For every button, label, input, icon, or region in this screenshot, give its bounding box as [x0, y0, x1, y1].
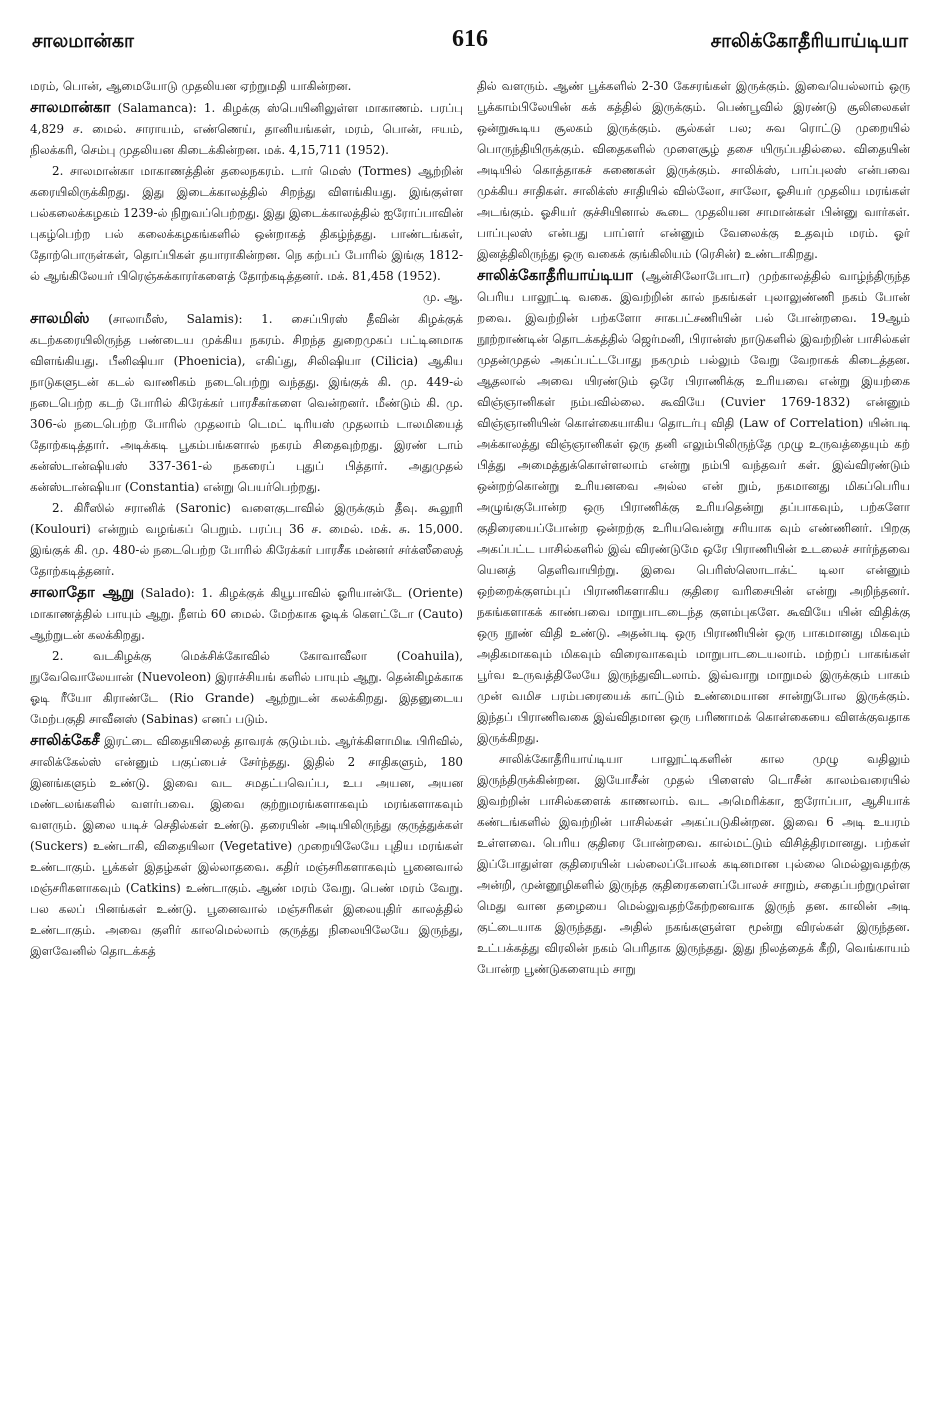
entry-title: சாலிக்கோதீரியாய்டியா — [477, 266, 633, 284]
paragraph-text: (சாலாமீஸ், Salamis): 1. சைப்பிரஸ் தீவின் கிழக்குக் கடற்கரையிலிருந்த பண்டைய முக்கிய நகரம். சிறந்த துறைமுகப் பட்டினமாக விளங்கியது. பீனிஷியா (Phoenicia), எகிப்து, சிலிஷியா (Cilicia) ஆகிய நாடுகளுடன் கடல் வாணிகம் நடைபெற்று வந்தது. இங்குக் கி. மு. 449-ல் நடைபெற்ற கடற் போரில் கிரேக்கர் பாரசீகர்களை வென்றனர். மீண்டும் கி. மு. 306-ல் நடைபெற்ற போரில் முதலாம் டெமட் டிரியஸ் முதலாம் டாலமியைத் தோற்கடித்தார். அடிக்கடி பூகம்பங்களால் நகரம் சிதைவுற்றது. இரண் டாம் கன்ஸ்டான்ஷியஸ் 337-361-ல் நகரைப் புதுப் பித்தார். அதுமுதல் கன்ஸ்டான்ஷியா (Constantia) என்று பெயர்பெற்றது. — [30, 312, 463, 494]
paragraph — [477, 749, 910, 980]
page-header — [30, 26, 910, 66]
left-column — [30, 76, 463, 1396]
paragraph — [30, 498, 463, 582]
paragraph-text: (Salamanca): 1. கிழக்கு ஸ்பெயினிலுள்ள மாகாணம். பரப்பு 4,829 ச. மைல். சாராயம், எண்ணெய், தானியங்கள், மரம், பொன், ஈயம், நிலக்கரி, செம்பு முதலியன கிடைக்கின்றன. மக். 4,15,711 (1952). — [30, 101, 463, 157]
paragraph — [30, 308, 463, 498]
entry-title: சாலிக்கேசீ — [30, 731, 100, 749]
paragraph-text: சாலிக்கோதீரியாய்டியா பாலூட்டிகளின் கால முழு வதிலும் இருந்திருக்கின்றன. இயோசீன் முதல் பிளைஸ் டொசீன் காலம்வரையில் இவற்றின் பாசில்களைக் காணலாம். வட அமெரிக்கா, ஐரோப்பா, ஆசியாக் கண்டங்களில் இவற்றின் பாசில்கள் அகப்படுகின்றன. இவை 6 அடி உயரம் உள்ளவை. பெரிய குதிரை போன்றவை. கால்மட்டும் விசித்திரமானது. பற்கள் இப்போதுள்ள குதிரையின் பல்லைப்போலக் கடினமான புல்லை மெல்லுவதற்கு அன்றி, முன்னூழிகளில் இருந்த குதிரைகளைப்போலச் சாறும், சதைப்பற்றுமுள்ள மெது வான தழையை மெல்லுவதற்கேற்றனவாக இருந் தன. காலின் அடி குட்டையாக இருந்தது. அதில் நகங்களுள்ள மூன்று விரல்கள் இருந்தன. உட்பக்கத்து விரலின் நகம் பெரிதாக இருந்தது. இது நிலத்தைக் கீறி, வெங்காயம் போன்ற பூண்டுகளையும் சாறு — [477, 752, 910, 976]
paragraph-text: (ஆன்சிலோபோடா) முற்காலத்தில் வாழ்ந்திருந்த பெரிய பாலூட்டி வகை. இவற்றின் கால் நகங்கள் புலாலுண்ணி நகம் போன் றவை. இவற்றின் பற்களோ சாகபட்சணியின் பல் போன்றவை. 19ஆம் நூற்றாண்டின் தொடக்கத்தில் ஜெர்மனி, பிரான்ஸ் நாடுகளில் இவற்றின் பாசில்கள் முதன்முதல் அகப்பட்டபோது நகமும் பல்லும் வேறு வேறாகக் கிடைத்தன. ஆதலால் அவை யிரண்டும் ஒரே பிராணிக்கு உரியவை என்று இயற்கை விஞ்ஞானிகள் நம்பவில்லை. கூவியே (Cuvier 1769-1832) என்னும் விஞ்ஞானியின் கொள்கையாகிய தொடர்பு விதி (Law of Correlation) யின்படி அக்காலத்து விஞ்ஞானிகள் ஒரு தனி எலும்பிலிருந்தே முழு உருவத்தையும் கற் பித்து அமைத்துக்கொள்ளலாம் என்று நம்பி வந்தவர் கள். இவ்விரண்டும் ஒன்றற்கொன்று உரியனவை அல்ல என் றும், நகமானது மிகப்பெரிய அழுங்குபோன்ற ஒரு பிராணிக்கு உரியதென்று தப்பாகவும், பற்களோ குதிரையைப்போன்ற ஒன்றற்கு உரியவென்று சரியாக வும் எண்ணினர். பிறகு அகப்பட்ட பாசில்களில் இவ் விரண்டுமே ஒரே பிராணியின் உடலைச் சார்ந்தவை யெனத் தெளிவாயிற்று. இவை பெரிஸ்ஸொடாக்ட் டிலா என்னும் ஒற்றைக்குளம்புப் பிராணிகளாகிய குதிரை வரிசையின் என்று அறிந்தனர். நகங்களாகக் காண்பவை மாறுபாடடைந்த குளம்புகளே. கூவியே யின் விதிக்கு ஒரு நூண் விதி உண்டு. அதன்படி ஒரு பிராணியின் ஒரு பாகமானது மிகவும் அதிகமாகவும் மிகவும் விரைவாகவும் மாறுபாடடையலாம். மற்றப் பாகங்கள் பூர்வ உருவத்திலேயே இருந்துவிடலாம். இவ்வாறு மாறுமல் இருக்கும் பாகம் முன் வமிச பரம்பரையைக் காட்டும் உண்மையான சான்றுபோல இருக்கும். இந்தப் பிராணிவகை இவ்விதமான ஒரு பரிணாமக் கொள்கையை விளக்குவதாக இருக்கிறது. — [477, 269, 910, 745]
entry-title: சாலமான்கா — [30, 98, 111, 116]
entry-title: சாலமிஸ் — [30, 309, 90, 327]
page-number: 616 — [452, 26, 488, 52]
paragraph-text: 2. கிரீஸில் சரானிக் (Saronic) வளைகுடாவில் இருக்கும் தீவு. கூலூரி (Koulouri) என்றும் வழங்கப் பெறும். பரப்பு 36 ச. மைல். மக். சு. 15,000. இங்குக் கி. மு. 480-ல் நடைபெற்ற போரில் கிரேக்கர் பாரசீக மன்னர் சர்க்ஸீஸைத் தோற்கடித்தனர். — [30, 501, 463, 578]
paragraph-text: இரட்டை விதையிலைத் தாவரக் குடும்பம். ஆர்க்கிளாமிடீ பிரிவில், சாலிக்கேல்ஸ் என்னும் பகுப்பைச் சேர்ந்தது. இதில் 2 சாதிகளும், 180 இனங்களும் உண்டு. இவை வட சமதட்பவெப்ப, உப அயன, அயன மண்டலங்களில் வளர்பவை. இவை குற்றுமரங்களாகவும் மரங்களாகவும் வளரும். இலை யடிச் செதில்கள் உண்டு. தரையின் அடியிலிருந்து குருத்துக்கள் (Suckers) உண்டாகி, விதையிலா (Vegetative) முறையிலேயே புதிய மரங்கள் உண்டாகும். பூக்கள் இதழ்கள் இல்லாதவை. கதிர் மஞ்சரிகளாகவும் பூனைவால் மஞ்சரிகளாகவும் (Catkins) உண்டாகும். ஆண் மரம் வேறு. பெண் மரம் வேறு. பல கலப் பினங்கள் உண்டு. பூனைவால் மஞ்சரிகள் இலையுதிர் காலத்தில் உண்டாகும். அவை குளிர் காலமெல்லாம் குருத்து நிலையிலேயே இருந்து, இளவேனில் தொடக்கத் — [30, 734, 463, 958]
paragraph — [30, 97, 463, 161]
paragraph — [30, 76, 463, 97]
paragraph — [30, 646, 463, 730]
paragraph — [477, 265, 910, 749]
paragraph — [30, 582, 463, 646]
paragraph-text: மரம், பொன், ஆமையோடு முதலியன ஏற்றுமதி யாகின்றன. — [30, 79, 352, 93]
two-column-body — [30, 76, 910, 1396]
author-signature: மு. ஆ. — [423, 290, 463, 304]
running-head-left: சாலமான்கா — [32, 30, 134, 52]
paragraph — [30, 730, 463, 962]
paragraph-text: தில் வளரும். ஆண் பூக்களில் 2-30 கேசரங்கள் இருக்கும். இவையெல்லாம் ஒரு பூக்காம்பிலேயின் கக் கத்தில் இருக்கும். பெண்பூவில் இரண்டு சூலிலைகள் ஒன்றுகூடிய சூலகம் இருக்கும். சூல்கள் பல; சுவ ரொட்டு முறையில் பொருந்தியிருக்கும். விதைகளில் முளைசூழ் தசை யிருப்பதில்லை. விதையின் அடியில் கொத்தாகச் சுணைகள் இருக்கும். சாலிக்ஸ், பாப்புலஸ் என்பவை முக்கிய சாதிகள். சாலிக்ஸ் சாதியில் வில்லோ, சாலோ, ஓசியர் முதலிய மரங்கள் அடங்கும். ஓசியர் குச்சியினால் கூடை முதலியன சாமான்கள் பின்னு வார்கள். பாப்புலஸ் என்பது பாப்ளர் என்னும் வேலைக்கு உதவும் மரம். ஓர் இனத்திலிருந்து ஒரு வகைக் குங்கிலியம் (ரெசின்) உண்டாகிறது. — [477, 79, 910, 261]
paragraph-text: (Salado): 1. கிழக்குக் கியூபாவில் ஓரியான்டே (Oriente) மாகாணத்தில் பாயும் ஆறு. நீளம் 60 மைல். மேற்காக ஓடிக் கௌட்டோ (Cauto) ஆற்றுடன் கலக்கிறது. — [30, 586, 463, 642]
right-column — [477, 76, 910, 1396]
paragraph — [30, 161, 463, 308]
paragraph — [477, 76, 910, 265]
paragraph-text: 2. வடகிழக்கு மெக்சிக்கோவில் கோவாவீலா (Coahuila), நுவேவொலேயான் (Nuevoleon) இராச்சியங் களில் பாயும் ஆறு. தென்கிழக்காக ஓடி ரீயோ கிராண்டே (Rio Grande) ஆற்றுடன் கலக்கிறது. இதனுடைய மேற்பகுதி சாவீனஸ் (Sabinas) எனப் படும். — [30, 649, 463, 726]
running-head-right: சாலிக்கோதீரியாய்டியா — [710, 30, 908, 52]
entry-title: சாலாதோ ஆறு — [30, 583, 135, 601]
paragraph-text: 2. சாலமான்கா மாகாணத்தின் தலைநகரம். டார் மெஸ் (Tormes) ஆற்றின் கரையிலிருக்கிறது. இது இடைக்காலத்தில் சிறந்து விளங்கியது. இங்குள்ள பல்கலைக்கழகம் 1239-ல் நிறுவப்பெற்றது. இது இடைக்காலத்தில் ஐரோப்பாவின் புகழ்பெற்ற பல் கலைக்கழகங்களில் ஒன்றாகத் திகழ்ந்தது. பாண்டங்கள், தோற்பொருள்கள், தொப்பிகள் தயாராகின்றன. நெ கற்பப் போரில் இங்கு 1812-ல் ஆங்கிலேயர் பிரெஞ்சுக்காரர்களைத் தோற்கடித்தனர். மக். 81,458 (1952). — [30, 164, 463, 283]
